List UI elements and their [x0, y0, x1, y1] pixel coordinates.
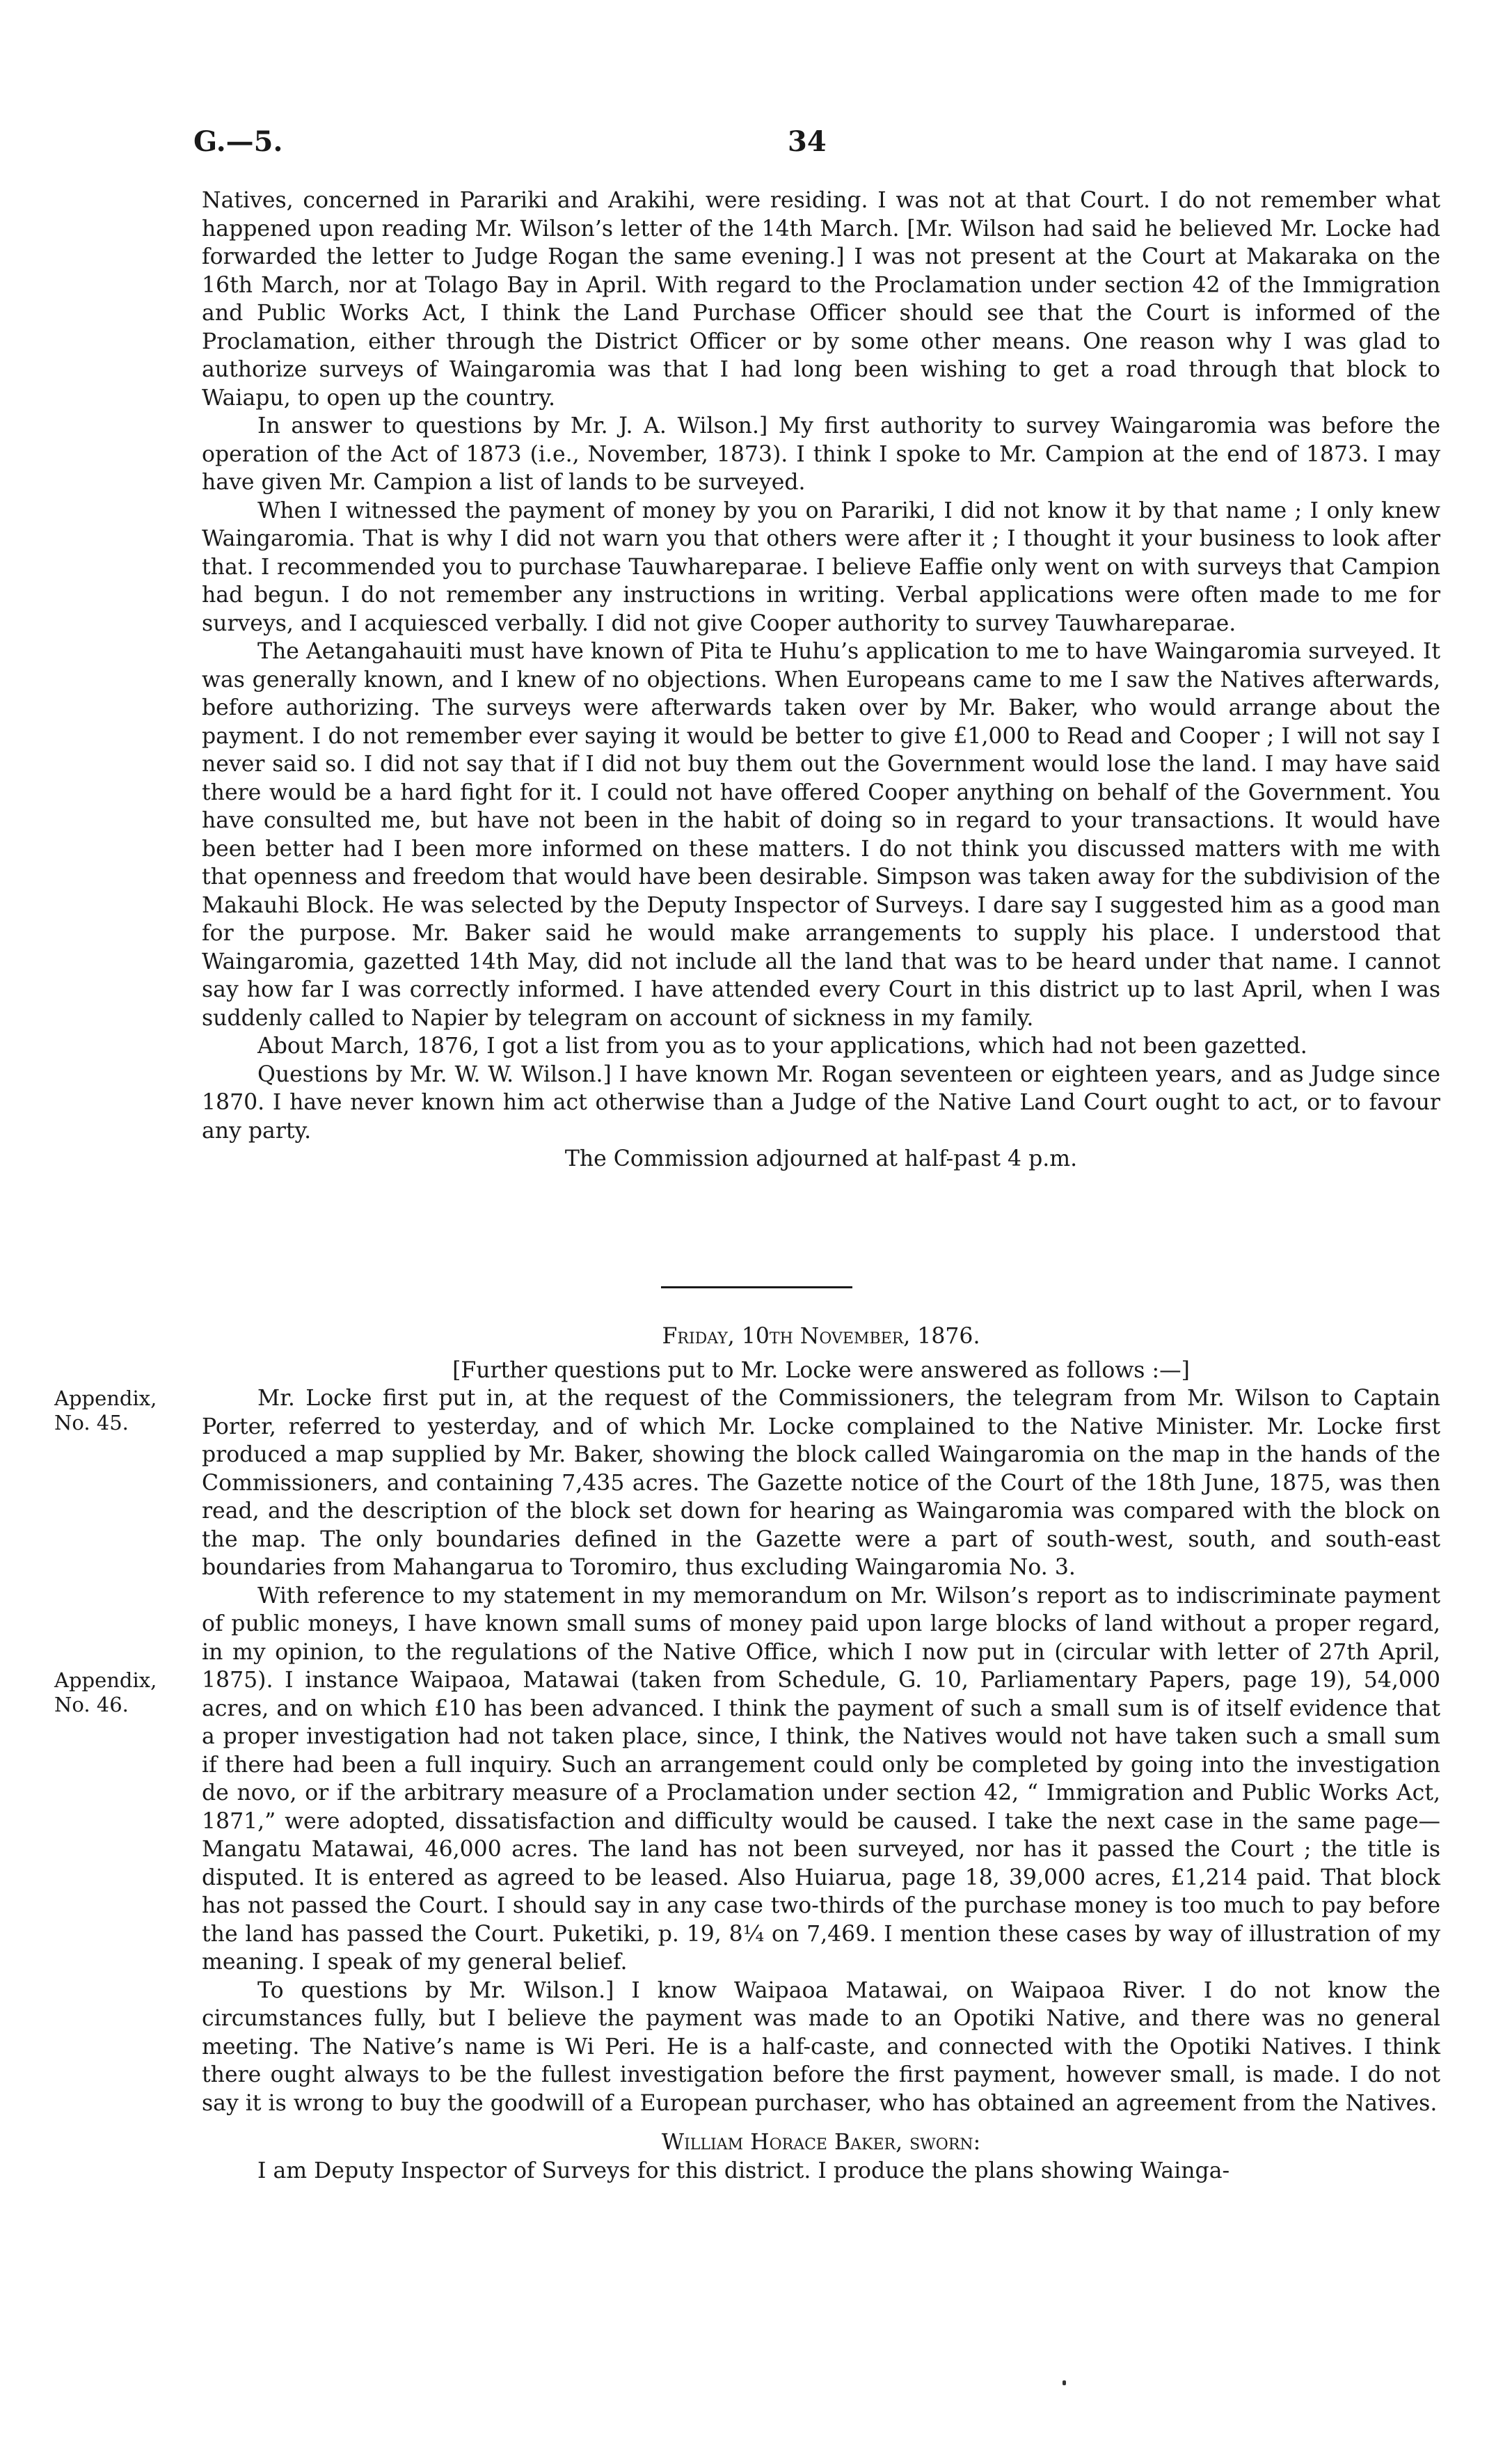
paragraph: In answer to questions by Mr. J. A. Wilson.] My first authority to survey Waingaromia was before the operation of the Act of 1873 (i.e., November, 1873). I think I spoke to Mr. Campion at the end of 1873. I may have given Mr. Campion a list of lands to be surveyed. [202, 413, 1440, 495]
adjournment-note: The Commission adjourned at half-past 4 p.m. [564, 1146, 1078, 1171]
paragraph: When I witnessed the payment of money by you on Parariki, I did not know it by that name ; I only knew Waingaromia. That is why I did not warn you that others were after it ; I thought it your business to look after that. I recommended you to purchase Tauwhareparae. I believe Eaffie only went on with surveys that Campion had begun. I do not remember any instructions in writing. Verbal applications were often made to me for surveys, and I acquiesced verbally. I did not give Cooper authority to survey Tauwhareparae. [202, 498, 1440, 636]
testimony-block-1 [202, 187, 1440, 1173]
margin-note-appendix-45: Appendix, No. 45. [54, 1386, 157, 1435]
paragraph: Natives, concerned in Parariki and Arakihi, were residing. I was not at that Court. I do not remember what happened upon reading Mr. Wilson’s letter of the 14th March. [Mr. Wilson had said he believed Mr. Locke had forwarded the letter to Judge Rogan the same evening.] I was not present at the Court at Makaraka on the 16th March, nor at Tolago Bay in April. With regard to the Proclamation under section 42 of the Immigration and Public Works Act, I think the Land Purchase Officer should see that the Court is informed of the Proclamation, either through the District Officer or by some other means. One reason why I was glad to authorize surveys of Waingaromia was that I had long been wishing to get a road through that block to Waiapu, to open up the country. [202, 188, 1440, 411]
witness-heading: William Horace Baker, sworn: [661, 2130, 981, 2155]
further-questions-note: [Further questions put to Mr. Locke were answered as follows :—] [452, 1357, 1190, 1383]
date-heading: Friday, 10th November, 1876. [662, 1324, 980, 1349]
page-reference: G.—5. [193, 125, 283, 158]
paragraph: Mr. Locke first put in, at the request of the Commissioners, the telegram from Mr. Wilson to Captain Porter, referred to yesterday, and of which Mr. Locke complained to the Native Minister. Mr. Locke first produced a map supplied by Mr. Baker, showing the block called Waingaromia on the map in the hands of the Commissioners, and containing 7,435 acres. The Gazette notice of the Court of the 18th June, 1875, was then read, and the description of the block set down for hearing as Waingaromia was compared with the block on the map. The only boundaries defined in the Gazette were a part of south-west, south, and south-east boundaries from Mahangarua to Toromiro, thus excluding Waingaromia No. 3. [202, 1386, 1440, 1580]
paragraph: The Aetangahauiti must have known of Pita te Huhu’s application to me to have Waingaromia surveyed. It was generally known, and I knew of no objections. When Europeans came to me I saw the Natives afterwards, before authorizing. The surveys were afterwards taken over by Mr. Baker, who would arrange about the payment. I do not remember ever saying it would be better to give £1,000 to Read and Cooper ; I will not say I never said so. I did not say that if I did not buy them out the Government would lose the land. I may have said there would be a hard fight for it. I could not have offered Cooper anything on behalf of the Government. You have consulted me, but have not been in the habit of doing so in regard to your transactions. It would have been better had I been more informed on these matters. I do not think you discussed matters with me with that openness and freedom that would have been desirable. Simpson was taken away for the subdivision of the Makauhi Block. He was selected by the Deputy Inspector of Surveys. I dare say I suggested him as a good man for the purpose. Mr. Baker said he would make arrangements to supply his place. I understood that Waingaromia, gazetted 14th May, did not include all the land that was to be heard under that name. I cannot say how far I was correctly informed. I have attended every Court in this district up to last April, when I was suddenly called to Napier by telegram on account of sickness in my family. [202, 639, 1440, 1031]
paragraph: Questions by Mr. W. W. Wilson.] I have known Mr. Rogan seventeen or eighteen years, and as Judge since 1870. I have never known him act otherwise than a Judge of the Native Land Court ought to act, or to favour any party. [202, 1061, 1440, 1144]
stray-mark [1063, 2380, 1066, 2385]
paragraph: With reference to my statement in my memorandum on Mr. Wilson’s report as to indiscriminate payment of public moneys, I have known small sums of money paid upon large blocks of land without a proper regard, in my opinion, to the regulations of the Native Office, which I now put in (circular with letter of 27th April, 1875). I instance Waipaoa, Matawai (taken from Schedule, G. 10, Parliamentary Papers, page 19), 54,000 acres, and on which £10 has been advanced. I think the payment of such a small sum is of itself evidence that a proper investigation had not taken place, since, I think, the Natives would not have taken such a small sum if there had been a full inquiry. Such an arrangement could only be completed by going into the investigation de novo, or if the arbitrary measure of a Proclamation under section 42, “ Immigration and Public Works Act, 1871,” were adopted, dissatisfaction and difficulty would be caused. I take the next case in the same page—Mangatu Matawai, 46,000 acres. The land has not been surveyed, nor has it passed the Court ; the title is disputed. It is entered as agreed to be leased. Also Huiarua, page 18, 39,000 acres, £1,214 paid. That block has not passed the Court. I should say in any case two-thirds of the purchase money is too much to pay before the land has passed the Court. Puketiki, p. 19, 8¼ on 7,469. I mention these cases by way of illustration of my meaning. I speak of my general belief. [202, 1583, 1440, 1975]
margin-note-appendix-46: Appendix, No. 46. [54, 1668, 157, 1716]
paragraph: About March, 1876, I got a list from you as to your applications, which had not been gazetted. [257, 1034, 1307, 1059]
paragraph: To questions by Mr. Wilson.] I know Waipaoa Matawai, on Waipaoa River. I do not know the circumstances fully, but I believe the payment was made to an Opotiki Native, and there was no general meeting. The Native’s name is Wi Peri. He is a half-caste, and connected with the Opotiki Natives. I think there ought always to be the fullest investigation before the first payment, however small, is made. I do not say it is wrong to buy the goodwill of a European purchaser, who has obtained an agreement from the Natives. [202, 1977, 1440, 2116]
paragraph: I am Deputy Inspector of Surveys for this district. I produce the plans showing Wainga- [257, 2158, 1230, 2183]
section-divider [661, 1286, 852, 1288]
page-number: 34 [788, 125, 827, 158]
testimony-block-2 [202, 1322, 1440, 2185]
